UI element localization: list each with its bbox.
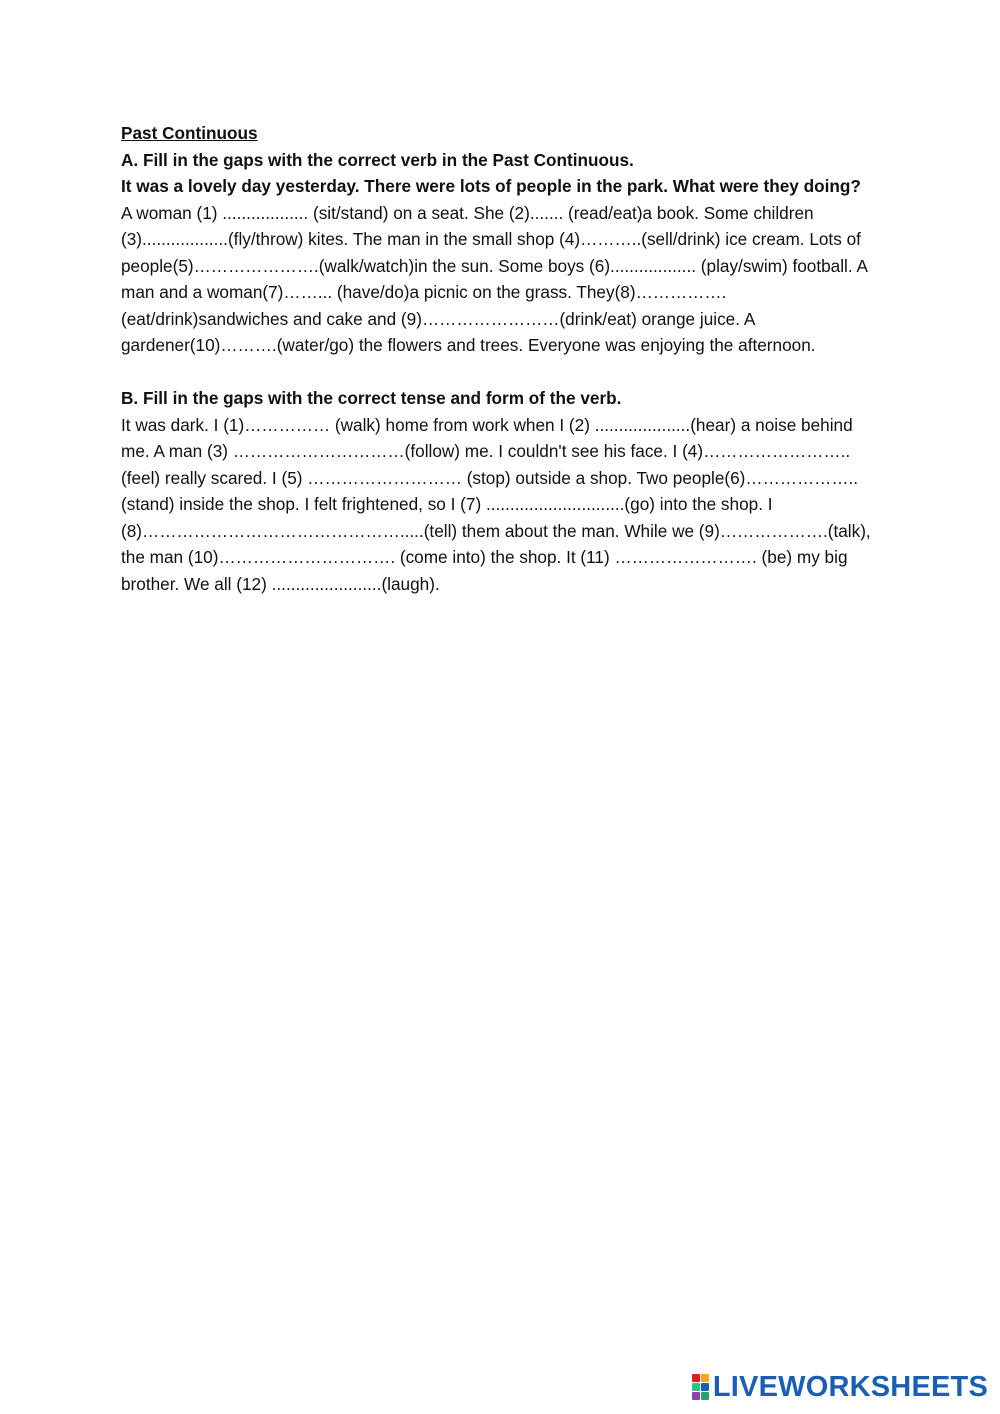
worksheet <box>121 120 881 597</box>
worksheet-title: Past Continuous <box>121 123 258 143</box>
logo-tile <box>701 1392 709 1400</box>
section-b-text: It was dark. I (1)…………… (walk) home from work when I (2) ....................(hear) a noise behind me. A man (3) …………………………(follow) me. I couldn't see his face. I (4)…………………….. (feel) really scared. I (5) ……………………… (stop) outside a shop. Two people(6)………………..(stand) inside the shop. I felt frightened, so I (7) .............................(go) into the shop. I (8)……………………………………….....(tell) them about the man. While we (9)……………….(talk), the man (10)…………………………. (come into) the shop. It (11) ……………………. (be) my big brother. We all (12) .......................(laugh). <box>121 414 871 594</box>
section-a-intro: It was a lovely day yesterday. There were lots of people in the park. What were they doing? <box>121 176 861 196</box>
logo-tile <box>701 1383 709 1391</box>
logo-tile <box>692 1374 700 1382</box>
section-a-text: A woman (1) .................. (sit/stand) on a seat. She (2)....... (read/eat)a book. Some children (3)..................(fly/throw) kites. The man in the small shop (4)………..(sell/drink) ice cream. Lots of people(5)………………….(walk/watch)in the sun. Some boys (6).................. (play/swim) football. A man and a woman(7)……... (have/do)a picnic on the grass. They(8)……………. (eat/drink)sandwiches and cake and (9)……………………(drink/eat) orange juice. A gardener(10)……….(water/go) the flowers and trees. Everyone was enjoying the afternoon. <box>121 202 867 355</box>
logo-text: LIVEWORKSHEETS <box>712 1370 988 1403</box>
logo-tile <box>692 1392 700 1400</box>
section-b-heading: B. Fill in the gaps with the correct tense and form of the verb. <box>121 388 622 408</box>
section-divider <box>121 359 881 386</box>
logo-tile <box>701 1374 709 1382</box>
logo-mark-icon <box>692 1374 709 1400</box>
liveworksheets-logo <box>692 1372 988 1402</box>
section-a-heading: A. Fill in the gaps with the correct verb in the Past Continuous. <box>121 149 634 170</box>
logo-tile <box>692 1383 700 1391</box>
